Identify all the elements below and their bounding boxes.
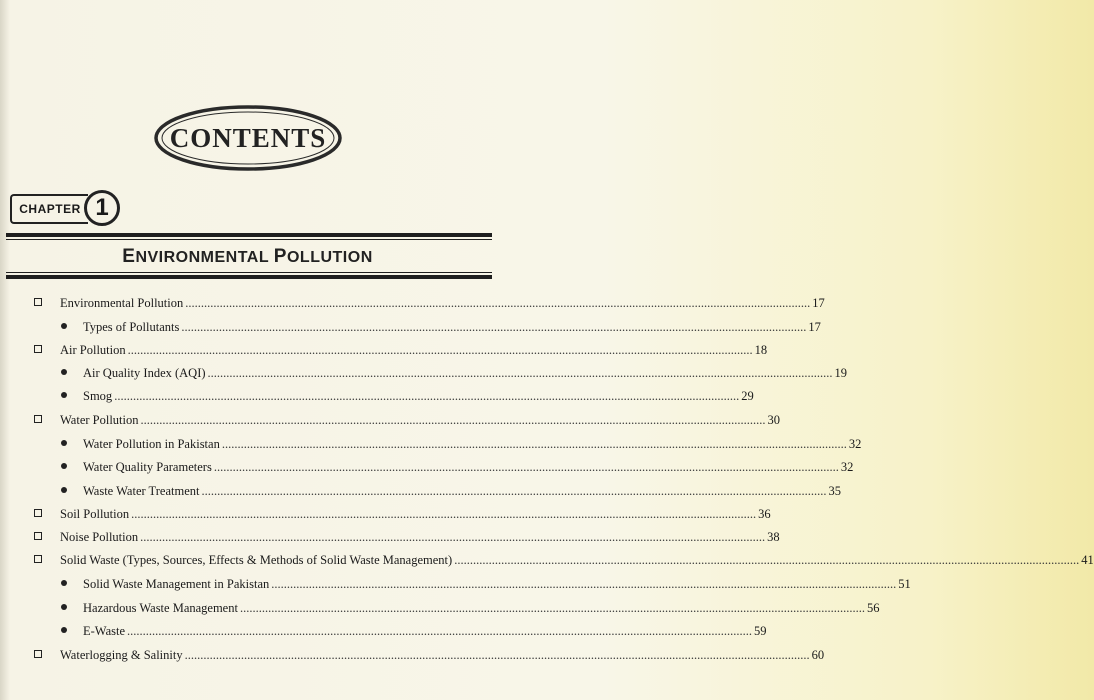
rule-bottom-thin: [6, 272, 492, 273]
dot-bullet-icon: [61, 487, 67, 493]
toc-page-number: 56: [866, 601, 880, 615]
toc-subentry[interactable]: [83, 359, 848, 381]
dot-bullet-icon: [61, 627, 67, 633]
dot-leader: ........................................................................................................................................................................................................: [140, 530, 766, 544]
dot-leader: ........................................................................................................................................................................................................: [454, 553, 1080, 567]
square-bullet-icon: [34, 415, 42, 423]
toc-page-number: 38: [767, 530, 780, 544]
toc-entry-title: Hazardous Waste Management: [83, 601, 238, 615]
toc-entry-title: Air Pollution: [60, 343, 126, 357]
toc-entry-title: Solid Waste (Types, Sources, Effects & Methods of Solid Waste Management): [60, 553, 453, 567]
chapter-title-cap-1: E: [122, 246, 136, 267]
dot-bullet-icon: [61, 323, 67, 329]
square-bullet-icon: [34, 345, 42, 353]
dot-leader: ........................................................................................................................................................................................................: [221, 437, 847, 451]
toc-subentry[interactable]: [83, 453, 854, 475]
dot-bullet-icon: [61, 604, 67, 610]
toc-entry[interactable]: [60, 406, 780, 428]
dot-leader: ........................................................................................................................................................................................................: [127, 624, 753, 638]
toc-entry-title: Soil Pollution: [60, 507, 130, 521]
toc-entry-title: Solid Waste Management in Pakistan: [83, 577, 270, 591]
toc-entry[interactable]: [60, 289, 825, 311]
toc-page-number: 60: [811, 648, 825, 662]
toc-entry-title: Air Quality Index (AQI): [83, 366, 206, 380]
dot-leader: ........................................................................................................................................................................................................: [131, 507, 757, 521]
toc-entry[interactable]: [60, 523, 780, 545]
dot-leader: ........................................................................................................................................................................................................: [181, 320, 807, 334]
toc-page-number: 51: [898, 577, 911, 591]
chapter-title-part-2: OLLUTION: [286, 249, 373, 266]
toc-entry-title: E-Waste: [83, 624, 126, 638]
toc-page-number: 59: [754, 624, 767, 638]
dot-leader: ........................................................................................................................................................................................................: [185, 296, 811, 310]
square-bullet-icon: [34, 298, 42, 306]
rule-top-thin: [6, 239, 492, 240]
toc-page-number: 18: [754, 343, 768, 357]
toc-entry[interactable]: [60, 641, 825, 663]
toc-subentry[interactable]: [83, 594, 880, 616]
dot-leader: ........................................................................................................................................................................................................: [207, 366, 833, 380]
toc-entry-title: Types of Pollutants: [83, 320, 180, 334]
dot-leader: ........................................................................................................................................................................................................: [271, 577, 897, 591]
toc-entry-title: Smog: [83, 389, 113, 403]
toc-page-number: 41: [1081, 553, 1094, 567]
dot-leader: ........................................................................................................................................................................................................: [239, 601, 865, 615]
dot-bullet-icon: [61, 392, 67, 398]
toc-page-number: 32: [848, 437, 862, 451]
chapter-title-cap-2: P: [273, 246, 287, 267]
dot-bullet-icon: [61, 440, 67, 446]
dot-leader: ........................................................................................................................................................................................................: [184, 648, 810, 662]
dot-bullet-icon: [61, 369, 67, 375]
dot-leader: ........................................................................................................................................................................................................: [140, 413, 766, 427]
square-bullet-icon: [34, 555, 42, 563]
toc-entry-title: Water Quality Parameters: [83, 460, 212, 474]
toc-subentry[interactable]: [83, 382, 754, 404]
chapter-title: [0, 246, 495, 268]
toc-entry[interactable]: [60, 336, 768, 358]
rule-top-thick: [6, 233, 492, 237]
toc-page-number: 17: [808, 320, 821, 334]
toc-subentry[interactable]: [83, 313, 821, 335]
dot-leader: ........................................................................................................................................................................................................: [127, 343, 753, 357]
chapter-title-part-1: NVIRONMENTAL: [135, 249, 274, 266]
square-bullet-icon: [34, 532, 42, 540]
page-edge-shadow: [0, 0, 10, 700]
toc-page-number: 36: [758, 507, 771, 521]
toc-entry[interactable]: [60, 546, 1094, 568]
toc-page-number: 17: [812, 296, 825, 310]
dot-leader: ........................................................................................................................................................................................................: [114, 389, 740, 403]
toc-subentry[interactable]: [83, 477, 841, 499]
chapter-label: CHAPTER: [10, 194, 88, 224]
dot-bullet-icon: [61, 463, 67, 469]
toc-entry-title: Water Pollution in Pakistan: [83, 437, 220, 451]
toc-page-number: 30: [767, 413, 780, 427]
dot-leader: ........................................................................................................................................................................................................: [213, 460, 839, 474]
square-bullet-icon: [34, 509, 42, 517]
dot-bullet-icon: [61, 580, 67, 586]
toc-page-number: 32: [840, 460, 854, 474]
page-title: CONTENTS: [169, 122, 327, 153]
rule-bottom-thick: [6, 275, 492, 279]
toc-subentry[interactable]: [83, 430, 862, 452]
toc-page-number: 35: [828, 484, 841, 498]
toc-entry[interactable]: [60, 500, 771, 522]
toc-entry-title: Environmental Pollution: [60, 296, 184, 310]
toc-page-number: 19: [834, 366, 848, 380]
toc-entry-title: Water Pollution: [60, 413, 139, 427]
toc-subentry[interactable]: [83, 617, 767, 639]
chapter-number: 1: [84, 190, 120, 226]
toc-page-number: 29: [741, 389, 754, 403]
dot-leader: ........................................................................................................................................................................................................: [201, 484, 827, 498]
square-bullet-icon: [34, 650, 42, 658]
toc-entry-title: Waterlogging & Salinity: [60, 648, 183, 662]
toc-entry-title: Noise Pollution: [60, 530, 139, 544]
toc-subentry[interactable]: [83, 570, 911, 592]
toc-entry-title: Waste Water Treatment: [83, 484, 200, 498]
